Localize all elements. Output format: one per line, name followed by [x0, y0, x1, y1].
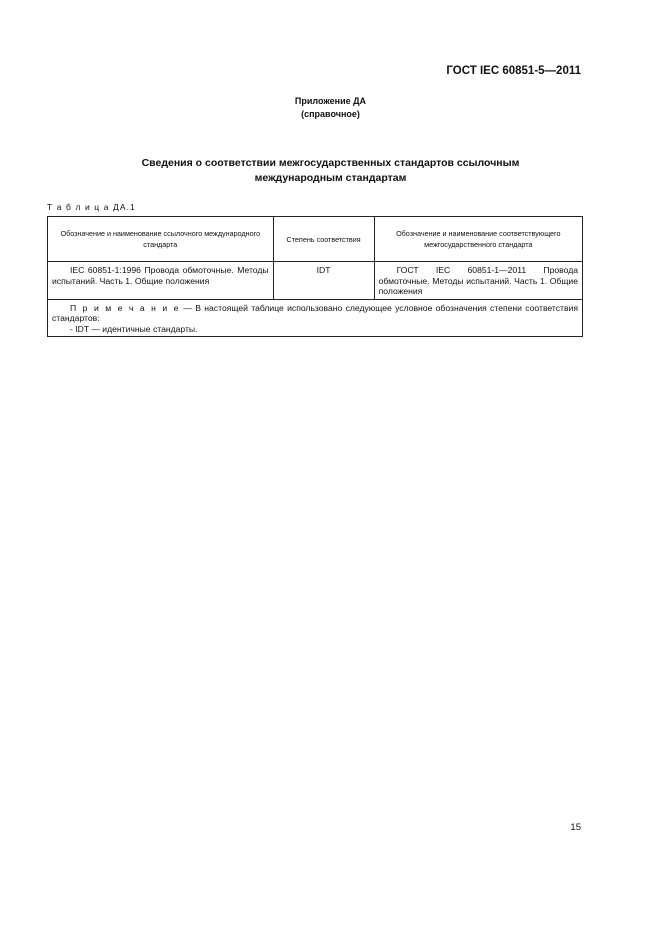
table-note-row: [48, 299, 583, 337]
table-header-row: [48, 217, 583, 262]
column-header-degree: Степень соответствия: [273, 217, 374, 262]
annex-subtitle: (справочное): [301, 109, 360, 119]
table-note: [48, 299, 583, 337]
standard-designation: ГОСТ IEC 60851-5—2011: [446, 65, 581, 77]
table-row: [48, 262, 583, 300]
note-item: - IDT — идентичные стандарты.: [70, 323, 198, 334]
annex-header: [0, 95, 661, 121]
section-heading: [60, 156, 601, 186]
page-number: 15: [570, 822, 581, 833]
correspondence-table: [47, 216, 583, 337]
section-heading-line-1: Сведения о соответствии межгосударственных стандартов ссылочным: [141, 157, 520, 169]
note-paragraph: [52, 303, 578, 324]
note-label: П р и м е ч а н и е: [70, 302, 181, 313]
column-header-interstate: Обозначение и наименование соответствующего межгосударственного стандарта: [374, 217, 582, 262]
table-label: Т а б л и ц а ДА.1: [47, 202, 136, 212]
cell-degree: IDT: [273, 262, 374, 300]
cell-interstate-standard: ГОСТ IEC 60851-1—2011 Провода обмоточные. Методы испытаний. Часть 1. Общие положения: [374, 262, 582, 300]
column-header-international: Обозначение и наименование ссылочного международного стандарта: [48, 217, 274, 262]
cell-international-standard: IEC 60851-1:1996 Провода обмоточные. Методы испытаний. Часть 1. Общие положения: [48, 262, 274, 300]
note-text: — В настоящей таблице использовано следующее условное обозначения степени соответствия стандартов:: [52, 302, 579, 323]
section-heading-line-2: международным стандартам: [254, 172, 407, 184]
annex-title: Приложение ДА: [294, 96, 367, 106]
